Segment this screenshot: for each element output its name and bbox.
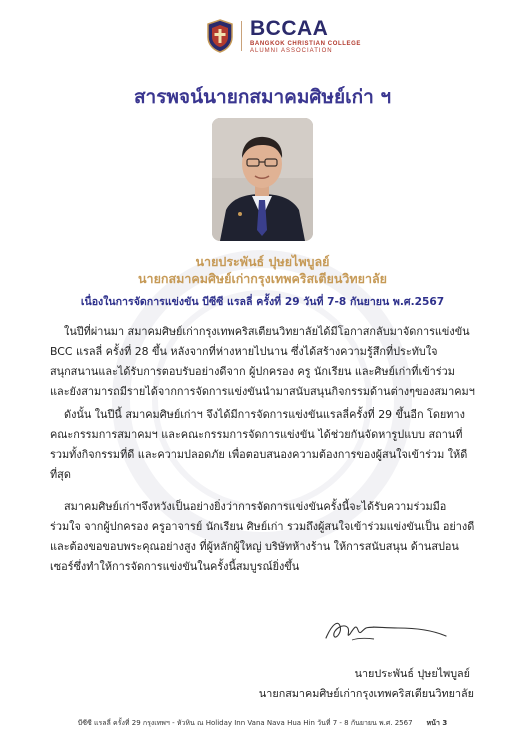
logo-subtitle-2: ALUMNI ASSOCIATION [250,48,333,54]
signature-name: นายประพันธ์ ปุษยไพบูลย์ [354,667,470,680]
handwritten-signature [322,616,450,646]
signature-position: นายกสมาคมศิษย์เก่ากรุงเทพคริสเตียนวิทยาลัย [258,687,474,700]
president-position: นายกสมาคมศิษย์เก่ากรุงเทพคริสเตียนวิทยาลัย [138,271,387,286]
logo-text [250,18,361,54]
president-name: นายประพันธ์ ปุษยไพบูลย์ [195,254,330,269]
logo-divider [241,21,242,51]
logo-wordmark: BCCAA [250,17,329,40]
footer-text: บีซีซี แรลลี่ ครั้งที่ 29 กรุงเทพฯ - หัวหิน ณ Holiday Inn Vana Nava Hua Hin วันที่ 7 - 8 กันยายน พ.ศ. 2567 [77,719,413,727]
page-footer [0,718,525,729]
paragraph-3: สมาคมศิษย์เก่าฯจึงหวังเป็นอย่างยิ่งว่าการจัดการแข่งขันครั้งนี้จะได้รับความร่วมมือ ร่วมใจ จากผู้ปกครอง ครูอาจารย์ นักเรียน ศิษย์เก่า รวมถึงผู้สนใจเข้าร่วมแข่งขันเป็น อย่างดี และต้องขอขอบพระคุณอย่างสูง ที่ผู้หลักผู้ใหญ่ บริษัทห้างร้าน ให้การสนับสนุน ด้านสปอนเซอร์ซึ่งทำให้การจัดการแข่งขันในครั้งนี้สมบูรณ์ยิ่งขึ้น [50,500,475,573]
portrait-image [212,118,313,241]
portrait-photo [212,118,313,241]
logo-subtitle: BANGKOK CHRISTIAN COLLEGE [250,41,361,47]
page-number: หน้า 3 [426,719,448,727]
occasion-heading: เนื่องในการจัดการแข่งขัน บีซีซี แรลลี่ ครั้งที่ 29 วันที่ 7-8 กันยายน พ.ศ.2567 [80,296,445,308]
paragraph-2: ดังนั้น ในปีนี้ สมาคมศิษย์เก่าฯ จึงได้มีการจัดการแข่งขันแรลลี่ครั้งที่ 29 ขึ้นอีก โดยทาง คณะกรรมการสมาคมฯ และคณะกรรมการจัดการแข่งขัน ได้ช่วยกันจัดหารูปแบบ สถานที่ รวมทั้งกิจกรรมที่ดี และความปลอดภัย เพื่อตอบสนองความต้องการของผู้สนใจเข้าร่วม ให้ดีที่สุด [50,408,468,481]
school-seal-icon [205,19,235,53]
association-logo [205,18,361,54]
paragraph-1: ในปีที่ผ่านมา สมาคมศิษย์เก่ากรุงเทพคริสเตียนวิทยาลัยได้มีโอกาสกลับมาจัดการแข่งขัน BCC แรลลี่ ครั้งที่ 28 ขึ้น หลังจากที่ห่างหายไปนาน ซึ่งได้สร้างความรู้สึกที่ประทับใจ สนุกสนานและได้รับการตอบรับอย่างดีจาก ผู้ปกครอง ครู นักเรียน และศิษย์เก่าที่เข้าร่วม และยังสามารถมีรายได้จากการจัดการแข่งขันนำมาสนับสนุนกิจกรรมด้านต่างๆของสมาคมฯ [50,325,475,398]
page-title: สารพจน์นายกสมาคมศิษย์เก่า ฯ [133,86,392,108]
